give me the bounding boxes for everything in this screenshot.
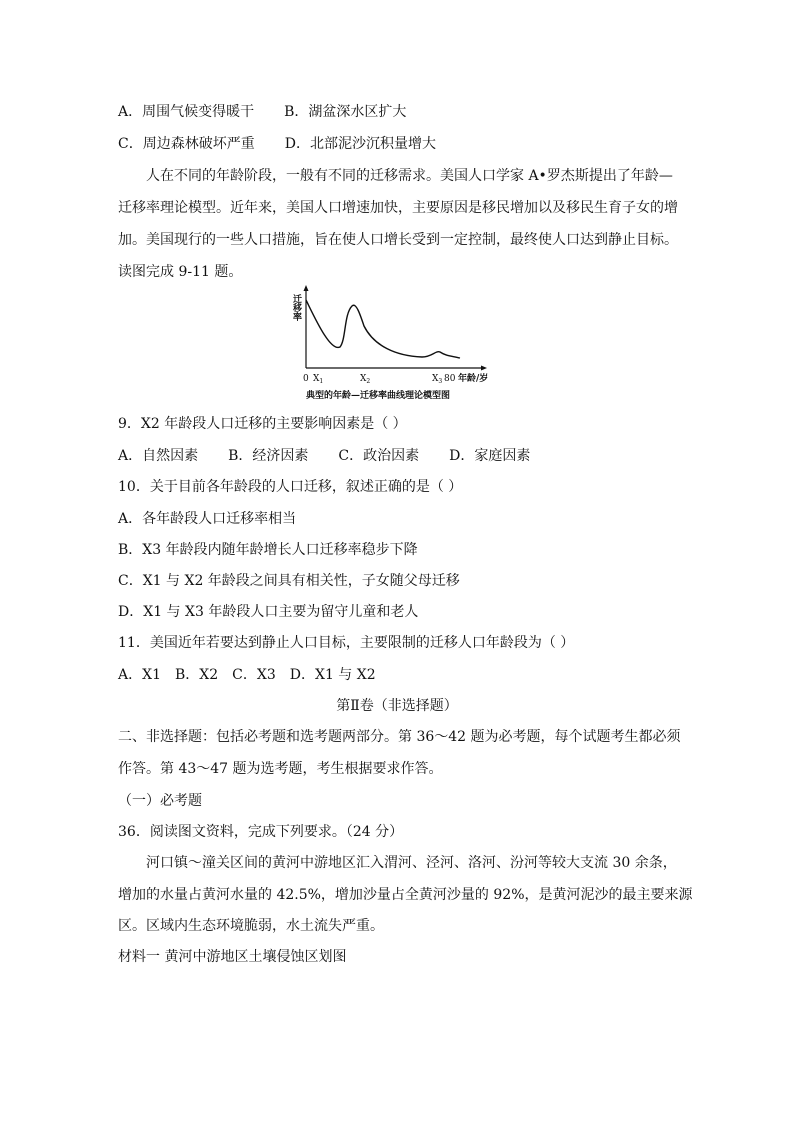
q11-option-a: A．X1: [118, 667, 161, 683]
intro-line-2: 迁移率理论模型。近年来，美国人口增速加快，主要原因是移民增加以及移民生育子女的增: [118, 200, 678, 216]
x2-label: $X_2$: [360, 374, 371, 385]
x-80-label: 80: [444, 374, 456, 384]
q10-option-b: B．X3 年龄段内随年龄增长人口迁移率稳步下降: [118, 542, 418, 558]
q9-options: [118, 446, 530, 466]
section2-line-2: 作答。第 43～47 题为选考题，考生根据要求作答。: [118, 761, 443, 777]
age-migration-figure: [292, 284, 512, 404]
q36-material-1-title: 材料一 黄河中游地区土壤侵蚀区划图: [118, 949, 347, 965]
intro-line-3: 加。美国现行的一些人口措施，旨在使人口增长受到一定控制，最终使人口达到静止目标。: [118, 232, 678, 248]
q8-option-c: C．周边森林破坏严重: [118, 136, 255, 152]
q8-options-row-1: [118, 102, 406, 122]
q10-option-c: C．X1 与 X2 年龄段之间具有相关性，子女随父母迁移: [118, 573, 460, 589]
q9-option-a: A．自然因素: [118, 448, 199, 464]
figure-caption: 典型的年龄—迁移率曲线理论模型图: [306, 391, 451, 401]
q8-options-row-2: [118, 134, 436, 154]
x-axis-label: 年龄/岁: [458, 374, 489, 384]
migration-rate-curve: [306, 300, 460, 358]
q11-options: [118, 665, 376, 685]
q9-option-c: C．政治因素: [338, 448, 420, 464]
q11-option-c: C．X3: [232, 667, 276, 683]
section2-line-1: 二、非选择题：包括必考题和选考题两部分。第 36～42 题为必考题，每个试题考生都必须: [118, 729, 681, 745]
y-axis-label: 迁移率: [291, 294, 301, 321]
q8-option-d: D．北部泥沙沉积量增大: [284, 136, 436, 152]
q8-option-a: A．周围气候变得暖干: [118, 104, 255, 120]
y-axis-arrow: [304, 285, 309, 291]
age-migration-chart: [292, 284, 512, 404]
q9-option-d: D．家庭因素: [449, 448, 531, 464]
part2-title: 第Ⅱ卷（非选择题）: [336, 698, 458, 714]
q36-paragraph-line-1: 河口镇～潼关区间的黄河中游地区汇入渭河、泾河、洛河、汾河等较大支流 30 余条，: [146, 855, 677, 871]
x3-label: $X_3$: [432, 374, 443, 385]
q10-option-d: D．X1 与 X3 年龄段人口主要为留守儿童和老人: [118, 604, 419, 620]
q10-stem: 10．关于目前各年龄段的人口迁移，叙述正确的是（ ）: [118, 479, 463, 495]
x1-label: $X_1$: [313, 374, 324, 385]
q11-option-b: B．X2: [174, 667, 219, 683]
x-origin-label: 0: [303, 374, 309, 384]
q36-paragraph-line-3: 区。区域内生态环境脆弱，水土流失严重。: [118, 918, 384, 934]
q11-stem: 11．美国近年若要达到静止人口目标，主要限制的迁移人口年龄段为（ ）: [118, 635, 575, 651]
intro-line-1: 人在不同的年龄阶段，一般有不同的迁移需求。美国人口学家 A•罗杰斯提出了年龄—: [146, 168, 673, 184]
intro-line-4: 读图完成 9-11 题。: [118, 264, 243, 280]
q9-option-b: B．经济因素: [228, 448, 309, 464]
required-heading: （一）必考题: [118, 793, 202, 809]
q11-option-d: D．X1 与 X2: [289, 667, 376, 683]
q36-stem: 36．阅读图文资料，完成下列要求。（24 分）: [118, 824, 404, 840]
q8-option-b: B．湖盆深水区扩大: [284, 104, 407, 120]
q9-stem: 9．X2 年龄段人口迁移的主要影响因素是（ ）: [118, 416, 407, 432]
x-axis-arrow: [481, 366, 487, 371]
q36-paragraph-line-2: 增加的水量占黄河水量的 42.5%，增加沙量占全黄河沙量的 92%，是黄河泥沙的最主要来源: [118, 887, 693, 903]
q10-option-a: A．各年龄段人口迁移率相当: [118, 511, 297, 527]
